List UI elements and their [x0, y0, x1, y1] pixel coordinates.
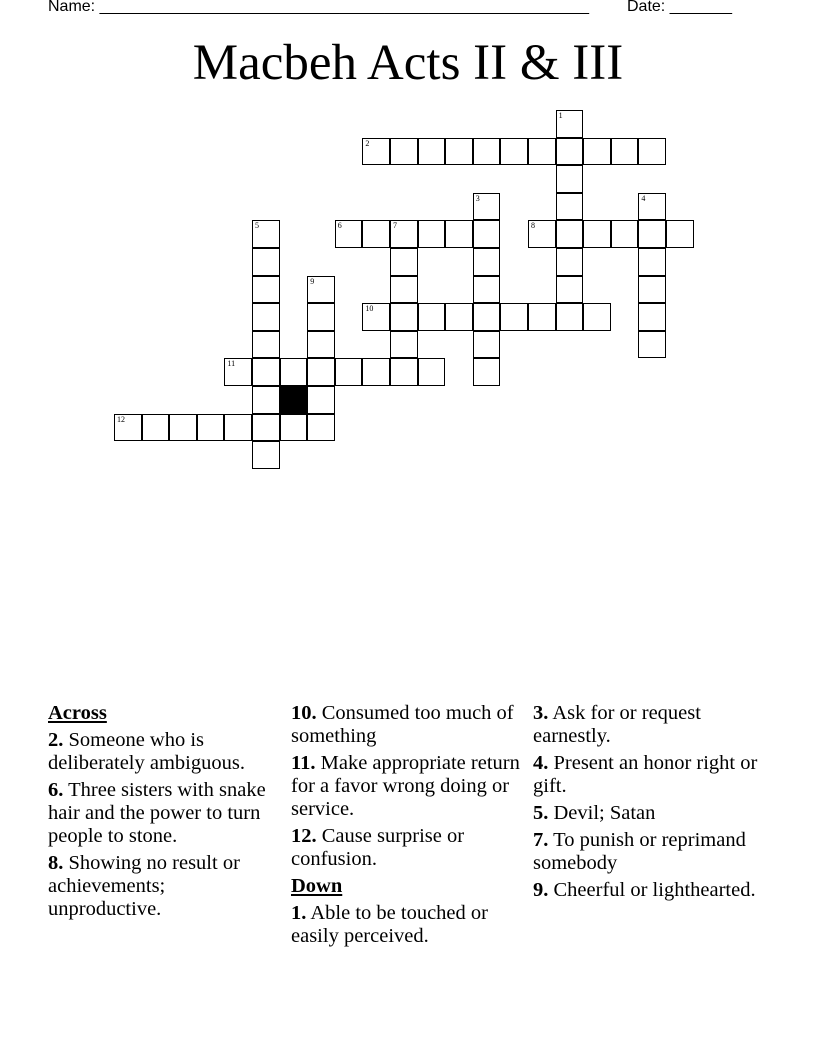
- cell-number: 12: [117, 414, 125, 424]
- cell-number: 1: [558, 111, 563, 120]
- crossword-cell[interactable]: [556, 110, 584, 138]
- clues-column-2: [291, 702, 523, 952]
- crossword-cell[interactable]: [473, 138, 501, 166]
- clue-number: 10.: [291, 702, 317, 724]
- crossword-cell[interactable]: [473, 358, 501, 386]
- clue-text: Present an honor right or gift.: [533, 752, 758, 797]
- clue-item: [291, 752, 523, 821]
- clue-item: [533, 802, 773, 825]
- cell-number: 3: [475, 193, 480, 203]
- crossword-cell[interactable]: [611, 138, 639, 166]
- clue-item: [291, 902, 523, 948]
- crossword-cell[interactable]: [583, 303, 611, 331]
- crossword-cell[interactable]: [473, 248, 501, 276]
- clues-column-3: [533, 702, 773, 906]
- crossword-cell[interactable]: [252, 441, 280, 469]
- crossword-cell[interactable]: [390, 303, 418, 331]
- crossword-cell[interactable]: [252, 276, 280, 304]
- crossword-cell[interactable]: [390, 220, 418, 248]
- crossword-cell[interactable]: [473, 193, 501, 221]
- black-cell: [280, 386, 308, 414]
- cell-number: 4: [641, 193, 646, 203]
- cell-number: 9: [310, 276, 315, 286]
- page-title: Macbeh Acts II & III: [192, 35, 624, 91]
- crossword-cell[interactable]: [252, 220, 280, 248]
- clue-item: [48, 779, 280, 848]
- clue-item: [533, 752, 773, 798]
- crossword-cell[interactable]: [638, 331, 666, 359]
- across-heading: Across: [48, 702, 107, 724]
- clue-item: [48, 729, 280, 775]
- crossword-cell[interactable]: [362, 358, 390, 386]
- crossword-cell[interactable]: [197, 414, 225, 442]
- clue-item: [533, 829, 773, 875]
- crossword-cell[interactable]: [307, 276, 335, 304]
- crossword-cell[interactable]: [556, 248, 584, 276]
- crossword-cell[interactable]: [307, 303, 335, 331]
- down-heading: Down: [291, 875, 343, 897]
- crossword-cell[interactable]: [638, 303, 666, 331]
- crossword-cell[interactable]: [252, 386, 280, 414]
- crossword-cell[interactable]: [418, 220, 446, 248]
- crossword-cell[interactable]: [252, 248, 280, 276]
- crossword-cell[interactable]: [252, 331, 280, 359]
- crossword-cell[interactable]: [390, 358, 418, 386]
- crossword-cell[interactable]: [445, 303, 473, 331]
- crossword-cell[interactable]: [390, 331, 418, 359]
- date-field-label: Date: _______: [627, 0, 732, 15]
- crossword-cell[interactable]: [252, 303, 280, 331]
- crossword-cell[interactable]: [556, 220, 584, 248]
- crossword-cell[interactable]: [390, 138, 418, 166]
- clue-text: Showing no result or achievements; unproductive.: [48, 852, 240, 920]
- crossword-cell[interactable]: [666, 220, 694, 248]
- crossword-cell[interactable]: [335, 220, 363, 248]
- clue-text: To punish or reprimand somebody: [533, 829, 746, 874]
- cell-number: 2: [365, 138, 370, 148]
- clue-number: 6.: [48, 779, 64, 801]
- across-clue-list-continued: [291, 702, 523, 871]
- clue-text: Ask for or request earnestly.: [533, 702, 701, 747]
- across-clue-list: [48, 729, 280, 921]
- crossword-cell[interactable]: [390, 276, 418, 304]
- clue-text: Able to be touched or easily perceived.: [291, 902, 488, 947]
- clue-text: Cause surprise or confusion.: [291, 825, 465, 870]
- crossword-cell[interactable]: [473, 303, 501, 331]
- clue-number: 4.: [533, 752, 549, 774]
- crossword-cell[interactable]: [528, 138, 556, 166]
- clue-number: 8.: [48, 852, 64, 874]
- crossword-cell[interactable]: [418, 138, 446, 166]
- cell-number: 10: [365, 304, 374, 314]
- crossword-cell[interactable]: [362, 220, 390, 248]
- clues-column-1: [48, 702, 280, 925]
- cell-number: 7: [393, 221, 397, 231]
- crossword-cell[interactable]: [169, 414, 197, 442]
- down-clue-list-continued: [533, 702, 773, 902]
- crossword-cell[interactable]: [556, 165, 584, 193]
- crossword-cell[interactable]: [611, 220, 639, 248]
- crossword-cell[interactable]: [583, 138, 611, 166]
- clue-item: [48, 852, 280, 921]
- crossword-cell[interactable]: [556, 303, 584, 331]
- crossword-cell[interactable]: [224, 358, 252, 386]
- clue-number: 7.: [533, 829, 549, 851]
- clue-number: 3.: [533, 702, 549, 724]
- cell-number: 11: [227, 359, 236, 369]
- crossword-cell[interactable]: [556, 193, 584, 221]
- crossword-cell[interactable]: [362, 138, 390, 166]
- clue-text: Make appropriate return for a favor wrong doing or service.: [291, 752, 520, 820]
- crossword-cell[interactable]: [528, 303, 556, 331]
- clue-text: Someone who is deliberately ambiguous.: [48, 729, 245, 774]
- crossword-cell[interactable]: [473, 331, 501, 359]
- crossword-cell[interactable]: [307, 386, 335, 414]
- crossword-cell[interactable]: [280, 414, 308, 442]
- clue-item: [291, 825, 523, 871]
- crossword-cell[interactable]: [445, 220, 473, 248]
- cell-number: 8: [531, 221, 535, 231]
- crossword-cell[interactable]: [307, 414, 335, 442]
- clue-text: Three sisters with snake hair and the power to turn people to stone.: [48, 779, 266, 847]
- crossword-cell[interactable]: [556, 276, 584, 304]
- clue-item: [291, 702, 523, 748]
- clue-item: [533, 702, 773, 748]
- crossword-cell[interactable]: [307, 358, 335, 386]
- crossword-cell[interactable]: [252, 358, 280, 386]
- crossword-cell[interactable]: [583, 220, 611, 248]
- clue-text: Cheerful or lighthearted.: [548, 879, 756, 901]
- crossword-cell[interactable]: [362, 303, 390, 331]
- clue-number: 9.: [533, 879, 549, 901]
- crossword-cell[interactable]: [473, 276, 501, 304]
- crossword-cell[interactable]: [500, 303, 528, 331]
- crossword-cell[interactable]: [638, 220, 666, 248]
- clue-number: 5.: [533, 802, 549, 824]
- clue-text: Devil; Satan: [548, 802, 656, 824]
- crossword-cell[interactable]: [418, 358, 446, 386]
- crossword-cell[interactable]: [418, 303, 446, 331]
- clue-number: 12.: [291, 825, 317, 847]
- clue-item: [533, 879, 773, 902]
- crossword-cell[interactable]: [445, 138, 473, 166]
- crossword-cell[interactable]: [500, 138, 528, 166]
- clue-number: 1.: [291, 902, 307, 924]
- crossword-cell[interactable]: [252, 414, 280, 442]
- crossword-cell[interactable]: [280, 358, 308, 386]
- crossword-cell[interactable]: [528, 220, 556, 248]
- crossword-cell[interactable]: [638, 248, 666, 276]
- cell-number: 6: [337, 221, 342, 231]
- crossword-cell[interactable]: [638, 276, 666, 304]
- clue-number: 11.: [291, 752, 316, 774]
- down-clue-list: [291, 902, 523, 948]
- crossword-cell[interactable]: [638, 138, 666, 166]
- crossword-cell[interactable]: [114, 414, 142, 442]
- crossword-cell[interactable]: [638, 193, 666, 221]
- crossword-cell[interactable]: [142, 414, 170, 442]
- clue-text: Consumed too much of something: [291, 702, 514, 747]
- cell-number: 5: [255, 221, 259, 231]
- crossword-cell[interactable]: [390, 248, 418, 276]
- crossword-cell[interactable]: [224, 414, 252, 442]
- name-field-label: Name: _______________________________________________________: [48, 0, 589, 15]
- crossword-cell[interactable]: [307, 331, 335, 359]
- clue-number: 2.: [48, 729, 64, 751]
- crossword-cell[interactable]: [335, 358, 363, 386]
- crossword-cell[interactable]: [473, 220, 501, 248]
- crossword-cell[interactable]: [556, 138, 584, 166]
